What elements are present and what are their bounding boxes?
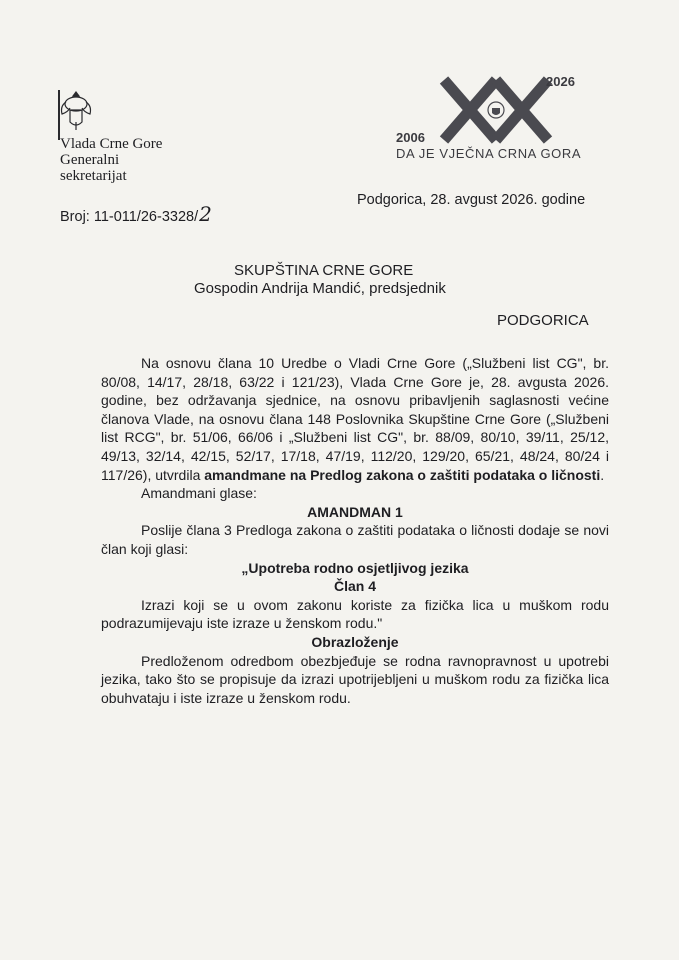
amendments-intro: Amandmani glase: [141, 485, 257, 502]
letterhead-line: Vlada Crne Gore [60, 136, 163, 152]
intro-text: Na osnovu člana 10 Uredbe o Vladi Crne Gore („Službeni list CG", br. 80/08, 14/17, 28/18, 63/22 i 121/23), Vlada Crne Gore je, 28. avgusta 2026. godine, bez održavanja sjednice, na osnovu pribavljenih saglasnosti većine članova Vlade, na osnovu člana 148 Poslovnika Skupštine Crne Gore („Službeni list RCG", br. 51/06, 66/06 i „Službeni list CG", br. 88/09, 80/10, 39/11, 25/12, 49/13, 32/14, 42/15, 52/17, 17/18, 47/19, 112/20, 129/20, 65/21, 48/24, 80/24 i 117/26), utvrdila [101, 355, 609, 483]
recipient-block [194, 262, 446, 298]
amendment-title: AMANDMAN 1 [307, 503, 403, 520]
handwritten-number: 2 [199, 202, 212, 226]
article-heading: „Upotreba rodno osjetljivog jezika [241, 559, 469, 576]
article-number: Član 4 [333, 578, 376, 595]
coat-of-arms-icon [58, 86, 94, 142]
place-and-date: Podgorica, 28. avgust 2026. godine [357, 192, 586, 208]
recipient-person: Gospodin Andrija Mandić, predsjednik [194, 280, 446, 297]
jubilee-year-end: 2026 [546, 74, 575, 89]
reference-number-label: Broj: 11-011/26-3328/ [60, 209, 199, 225]
amendment-text: Poslije člana 3 Predloga zakona o zaštiti podataka o ličnosti dodaje se novi član koji glasi: [101, 522, 609, 557]
article-text: Izrazi koji se u ovom zakonu koriste za fizička lica u muškom rodu podrazumijevaju iste izraze u ženskom rodu." [101, 596, 609, 632]
intro-paragraph [101, 354, 609, 484]
letterhead-line: sekretarijat [60, 168, 127, 184]
jubilee-logo [392, 68, 592, 168]
recipient-city: PODGORICA [497, 312, 589, 329]
letter-body [101, 354, 609, 707]
explanation-title: Obrazloženje [311, 633, 399, 650]
intro-bold-text: amandmane na Predlog zakona o zaštiti podataka o ličnosti [204, 466, 601, 483]
jubilee-year-start: 2006 [396, 130, 425, 145]
intro-end: . [600, 466, 605, 483]
jubilee-motto: DA JE VJEČNA CRNA GORA [396, 146, 582, 161]
reference-number [60, 202, 212, 226]
explanation-text: Predloženom odredbom obezbjeđuje se rodna ravnopravnost u upotrebi jezika, tako što se propisuje da izrazi upotrijebljeni u muškom rodu za fizička lica obuhvataju i iste izraze u ženskom rodu. [101, 652, 609, 706]
recipient-institution: SKUPŠTINA CRNE GORE [234, 262, 414, 279]
letterhead-line: Generalni [60, 152, 120, 168]
letterhead-title [60, 136, 162, 184]
